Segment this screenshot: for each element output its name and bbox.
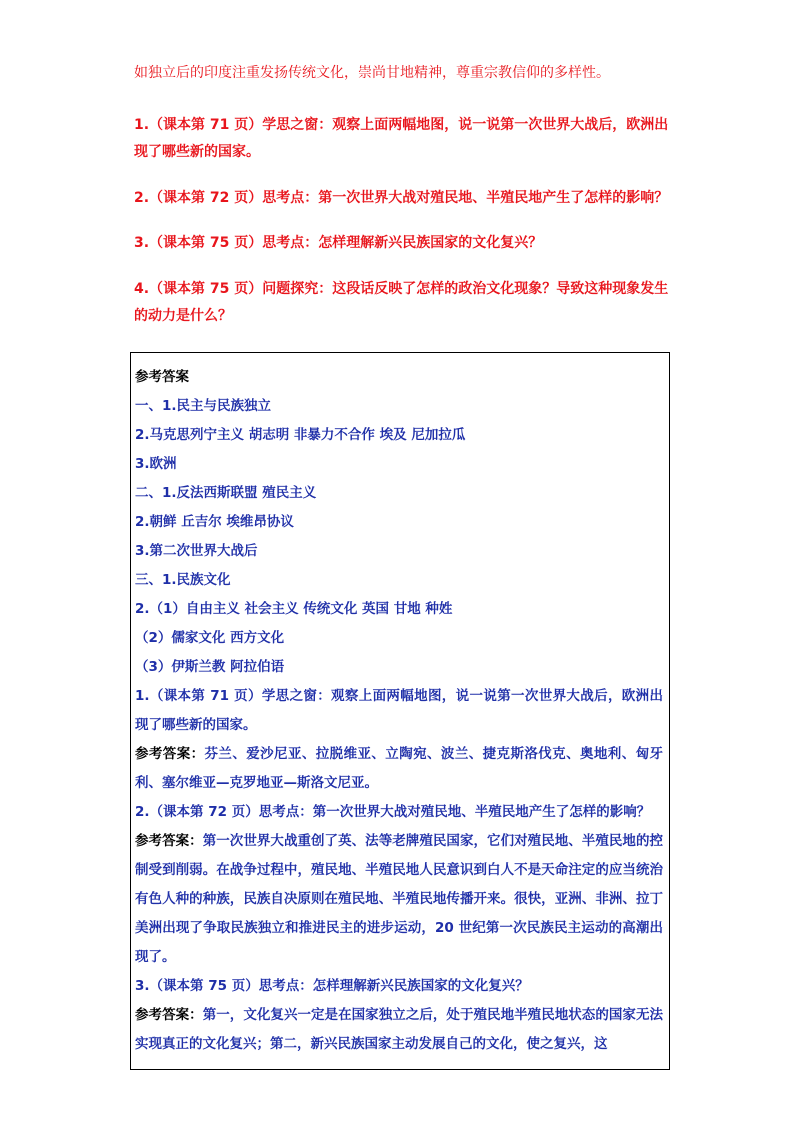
answer-question-3: 3.（课本第 75 页）思考点：怎样理解新兴民族国家的文化复兴？ — [135, 978, 529, 994]
question-3: 3.（课本第 75 页）思考点：怎样理解新兴民族国家的文化复兴？ — [134, 235, 543, 251]
answer-text: 第一次世界大战重创了英、法等老牌殖民国家，它们对殖民地、半殖民地的控制受到削弱。在战争过程中，殖民地、半殖民地人民意识到白人不是天命注定的应当统治有色人种的种族，民族自决原则在殖民地、半殖民地传播开来。很快，亚洲、非洲、拉丁美洲出现了争取民族独立和推进民主的进步运动，20 世纪第一次民族民主运动的高潮出现了。 — [135, 833, 664, 965]
answer-line: 三、1.民族文化 — [135, 572, 231, 588]
answer-1 — [135, 740, 663, 798]
question-1: 1.（课本第 71 页）学思之窗：观察上面两幅地图，说一说第一次世界大战后，欧洲出现了哪些新的国家。 — [134, 117, 669, 160]
answer-heading: 参考答案 — [135, 369, 189, 385]
answer-line: 一、1.民主与民族独立 — [135, 398, 272, 414]
question-2: 2.（课本第 72 页）思考点：第一次世界大战对殖民地、半殖民地产生了怎样的影响？ — [134, 190, 669, 206]
answer-line: 二、1.反法西斯联盟 殖民主义 — [135, 485, 317, 501]
intro-text: 如独立后的印度注重发扬传统文化，崇尚甘地精神，尊重宗教信仰的多样性。 — [134, 65, 610, 81]
answer-line: 3.欧洲 — [135, 456, 177, 472]
answer-question-2: 2.（课本第 72 页）思考点：第一次世界大战对殖民地、半殖民地产生了怎样的影响？ — [135, 804, 651, 820]
answer-label: 参考答案： — [135, 1007, 203, 1023]
answer-line: （3）伊斯兰教 阿拉伯语 — [135, 659, 285, 675]
answer-3 — [135, 1001, 663, 1059]
question-4: 4.（课本第 75 页）问题探究：这段话反映了怎样的政治文化现象？导致这种现象发生的动力是什么？ — [134, 281, 669, 324]
answer-label: 参考答案： — [135, 833, 203, 849]
answer-line: 2.（1）自由主义 社会主义 传统文化 英国 甘地 种姓 — [135, 601, 453, 617]
answer-line: 2.马克思列宁主义 胡志明 非暴力不合作 埃及 尼加拉瓜 — [135, 427, 466, 443]
answer-2 — [135, 827, 663, 972]
answer-text: 芬兰、爱沙尼亚、拉脱维亚、立陶宛、波兰、捷克斯洛伐克、奥地利、匈牙利、塞尔维亚—克罗地亚—斯洛文尼亚。 — [135, 746, 664, 791]
answer-text: 第一，文化复兴一定是在国家独立之后，处于殖民地半殖民地状态的国家无法实现真正的文化复兴；第二，新兴民族国家主动发展自己的文化，使之复兴，这 — [135, 1007, 664, 1052]
answer-line: 3.第二次世界大战后 — [135, 543, 258, 559]
answer-box — [130, 352, 670, 1070]
answer-question-1: 1.（课本第 71 页）学思之窗：观察上面两幅地图，说一说第一次世界大战后，欧洲出现了哪些新的国家。 — [135, 688, 663, 733]
answer-line: 2.朝鲜 丘吉尔 埃维昂协议 — [135, 514, 294, 530]
answer-line: （2）儒家文化 西方文化 — [135, 630, 285, 646]
answer-label: 参考答案： — [135, 746, 205, 762]
